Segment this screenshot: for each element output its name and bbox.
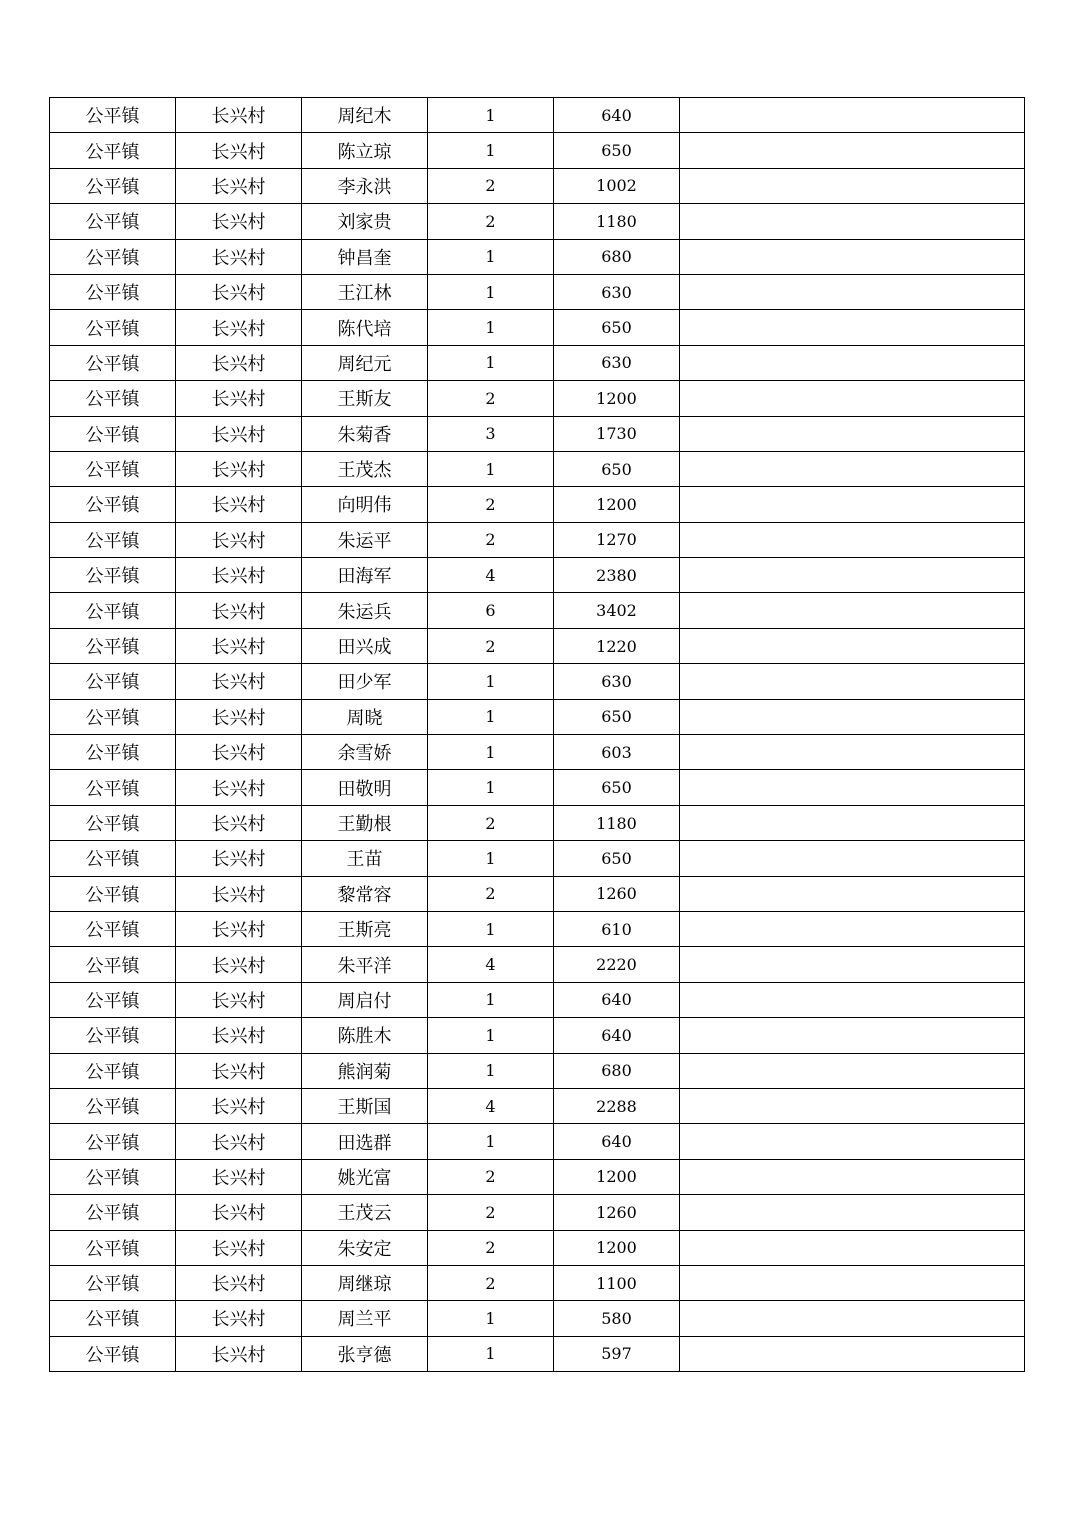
cell-name: 王勤根: [302, 805, 428, 840]
cell-name: 田海军: [302, 558, 428, 593]
cell-note: [680, 628, 1025, 663]
cell-name: 田敬明: [302, 770, 428, 805]
cell-name: 王苗: [302, 841, 428, 876]
cell-household-count: 1: [428, 1018, 554, 1053]
cell-note: [680, 451, 1025, 486]
cell-name: 朱菊香: [302, 416, 428, 451]
cell-amount: 650: [554, 133, 680, 168]
table-row: [50, 522, 1025, 557]
cell-village: 长兴村: [176, 841, 302, 876]
table-row: [50, 98, 1025, 133]
cell-town: 公平镇: [50, 699, 176, 734]
table-row: [50, 1230, 1025, 1265]
table-row: [50, 628, 1025, 663]
cell-amount: 1180: [554, 204, 680, 239]
cell-name: 周启付: [302, 982, 428, 1017]
cell-household-count: 2: [428, 628, 554, 663]
cell-amount: 640: [554, 1018, 680, 1053]
cell-amount: 610: [554, 911, 680, 946]
cell-town: 公平镇: [50, 1124, 176, 1159]
cell-amount: 640: [554, 982, 680, 1017]
cell-amount: 580: [554, 1301, 680, 1336]
cell-town: 公平镇: [50, 1159, 176, 1194]
cell-town: 公平镇: [50, 1018, 176, 1053]
cell-amount: 2288: [554, 1088, 680, 1123]
cell-name: 姚光富: [302, 1159, 428, 1194]
cell-amount: 1200: [554, 1159, 680, 1194]
table-row: [50, 1088, 1025, 1123]
cell-name: 王江林: [302, 274, 428, 309]
cell-household-count: 1: [428, 1124, 554, 1159]
cell-village: 长兴村: [176, 168, 302, 203]
cell-household-count: 4: [428, 558, 554, 593]
roster-table-body: [50, 98, 1025, 1372]
cell-note: [680, 522, 1025, 557]
cell-name: 周纪元: [302, 345, 428, 380]
cell-household-count: 1: [428, 841, 554, 876]
cell-name: 余雪娇: [302, 735, 428, 770]
cell-town: 公平镇: [50, 1301, 176, 1336]
cell-name: 周继琼: [302, 1265, 428, 1300]
cell-household-count: 2: [428, 168, 554, 203]
cell-name: 周纪木: [302, 98, 428, 133]
cell-village: 长兴村: [176, 593, 302, 628]
cell-village: 长兴村: [176, 1265, 302, 1300]
cell-town: 公平镇: [50, 416, 176, 451]
cell-note: [680, 1301, 1025, 1336]
cell-amount: 3402: [554, 593, 680, 628]
cell-name: 刘家贵: [302, 204, 428, 239]
cell-note: [680, 593, 1025, 628]
cell-note: [680, 805, 1025, 840]
cell-name: 黎常容: [302, 876, 428, 911]
cell-name: 王斯友: [302, 381, 428, 416]
cell-household-count: 6: [428, 593, 554, 628]
cell-note: [680, 1088, 1025, 1123]
table-row: [50, 735, 1025, 770]
cell-name: 王茂杰: [302, 451, 428, 486]
cell-name: 田选群: [302, 1124, 428, 1159]
table-row: [50, 1336, 1025, 1371]
cell-note: [680, 98, 1025, 133]
cell-amount: 640: [554, 1124, 680, 1159]
cell-note: [680, 1265, 1025, 1300]
cell-name: 陈代培: [302, 310, 428, 345]
cell-note: [680, 168, 1025, 203]
table-row: [50, 168, 1025, 203]
cell-village: 长兴村: [176, 876, 302, 911]
cell-amount: 630: [554, 664, 680, 699]
cell-village: 长兴村: [176, 310, 302, 345]
cell-amount: 2220: [554, 947, 680, 982]
cell-amount: 1260: [554, 1195, 680, 1230]
cell-amount: 1260: [554, 876, 680, 911]
cell-note: [680, 1195, 1025, 1230]
cell-name: 陈胜木: [302, 1018, 428, 1053]
cell-household-count: 4: [428, 947, 554, 982]
cell-note: [680, 416, 1025, 451]
cell-town: 公平镇: [50, 204, 176, 239]
table-row: [50, 947, 1025, 982]
cell-amount: 597: [554, 1336, 680, 1371]
cell-household-count: 1: [428, 310, 554, 345]
cell-name: 王茂云: [302, 1195, 428, 1230]
cell-household-count: 1: [428, 133, 554, 168]
cell-note: [680, 487, 1025, 522]
table-row: [50, 982, 1025, 1017]
table-row: [50, 1124, 1025, 1159]
cell-note: [680, 133, 1025, 168]
cell-name: 向明伟: [302, 487, 428, 522]
cell-amount: 630: [554, 274, 680, 309]
cell-note: [680, 947, 1025, 982]
cell-town: 公平镇: [50, 770, 176, 805]
cell-name: 李永洪: [302, 168, 428, 203]
cell-household-count: 2: [428, 1195, 554, 1230]
table-row: [50, 876, 1025, 911]
cell-household-count: 2: [428, 876, 554, 911]
cell-household-count: 2: [428, 204, 554, 239]
roster-table: [49, 97, 1025, 1372]
cell-note: [680, 982, 1025, 1017]
cell-village: 长兴村: [176, 770, 302, 805]
cell-household-count: 2: [428, 487, 554, 522]
cell-village: 长兴村: [176, 1018, 302, 1053]
cell-household-count: 1: [428, 911, 554, 946]
cell-note: [680, 274, 1025, 309]
cell-household-count: 2: [428, 1265, 554, 1300]
cell-town: 公平镇: [50, 1230, 176, 1265]
cell-name: 周兰平: [302, 1301, 428, 1336]
cell-village: 长兴村: [176, 487, 302, 522]
table-row: [50, 1053, 1025, 1088]
cell-village: 长兴村: [176, 522, 302, 557]
cell-amount: 1200: [554, 487, 680, 522]
cell-note: [680, 876, 1025, 911]
cell-amount: 1002: [554, 168, 680, 203]
cell-town: 公平镇: [50, 522, 176, 557]
cell-name: 王斯亮: [302, 911, 428, 946]
cell-village: 长兴村: [176, 911, 302, 946]
cell-note: [680, 239, 1025, 274]
cell-household-count: 4: [428, 1088, 554, 1123]
cell-town: 公平镇: [50, 558, 176, 593]
cell-household-count: 2: [428, 1230, 554, 1265]
cell-household-count: 1: [428, 451, 554, 486]
table-row: [50, 664, 1025, 699]
cell-amount: 680: [554, 1053, 680, 1088]
cell-town: 公平镇: [50, 628, 176, 663]
cell-note: [680, 1230, 1025, 1265]
cell-town: 公平镇: [50, 168, 176, 203]
cell-village: 长兴村: [176, 345, 302, 380]
roster-sheet: [49, 97, 1024, 1372]
cell-note: [680, 345, 1025, 380]
cell-amount: 650: [554, 770, 680, 805]
cell-name: 田兴成: [302, 628, 428, 663]
cell-town: 公平镇: [50, 876, 176, 911]
cell-village: 长兴村: [176, 416, 302, 451]
cell-note: [680, 310, 1025, 345]
cell-town: 公平镇: [50, 345, 176, 380]
table-row: [50, 451, 1025, 486]
table-row: [50, 1159, 1025, 1194]
cell-household-count: 1: [428, 1336, 554, 1371]
cell-name: 张亨德: [302, 1336, 428, 1371]
cell-note: [680, 664, 1025, 699]
cell-note: [680, 204, 1025, 239]
table-row: [50, 487, 1025, 522]
cell-amount: 1200: [554, 1230, 680, 1265]
table-row: [50, 1265, 1025, 1300]
cell-town: 公平镇: [50, 982, 176, 1017]
cell-household-count: 1: [428, 1053, 554, 1088]
cell-name: 朱运兵: [302, 593, 428, 628]
cell-town: 公平镇: [50, 487, 176, 522]
cell-town: 公平镇: [50, 1265, 176, 1300]
cell-town: 公平镇: [50, 735, 176, 770]
cell-village: 长兴村: [176, 558, 302, 593]
cell-village: 长兴村: [176, 628, 302, 663]
cell-amount: 630: [554, 345, 680, 380]
cell-amount: 1730: [554, 416, 680, 451]
cell-town: 公平镇: [50, 98, 176, 133]
table-row: [50, 1018, 1025, 1053]
table-row: [50, 911, 1025, 946]
cell-note: [680, 1018, 1025, 1053]
cell-name: 朱运平: [302, 522, 428, 557]
cell-household-count: 1: [428, 664, 554, 699]
cell-note: [680, 381, 1025, 416]
cell-village: 长兴村: [176, 1301, 302, 1336]
cell-village: 长兴村: [176, 451, 302, 486]
table-row: [50, 345, 1025, 380]
cell-name: 朱安定: [302, 1230, 428, 1265]
cell-amount: 1270: [554, 522, 680, 557]
cell-note: [680, 735, 1025, 770]
table-row: [50, 310, 1025, 345]
cell-name: 周晓: [302, 699, 428, 734]
cell-household-count: 1: [428, 982, 554, 1017]
cell-village: 长兴村: [176, 947, 302, 982]
cell-village: 长兴村: [176, 1336, 302, 1371]
table-row: [50, 558, 1025, 593]
cell-note: [680, 770, 1025, 805]
cell-household-count: 2: [428, 381, 554, 416]
cell-name: 熊润菊: [302, 1053, 428, 1088]
cell-town: 公平镇: [50, 274, 176, 309]
cell-note: [680, 1124, 1025, 1159]
cell-amount: 640: [554, 98, 680, 133]
cell-town: 公平镇: [50, 664, 176, 699]
cell-amount: 1200: [554, 381, 680, 416]
cell-name: 陈立琼: [302, 133, 428, 168]
cell-town: 公平镇: [50, 1053, 176, 1088]
cell-amount: 1220: [554, 628, 680, 663]
cell-village: 长兴村: [176, 982, 302, 1017]
cell-town: 公平镇: [50, 593, 176, 628]
cell-town: 公平镇: [50, 1195, 176, 1230]
table-row: [50, 805, 1025, 840]
cell-town: 公平镇: [50, 239, 176, 274]
cell-amount: 1180: [554, 805, 680, 840]
cell-village: 长兴村: [176, 664, 302, 699]
cell-household-count: 3: [428, 416, 554, 451]
cell-village: 长兴村: [176, 805, 302, 840]
cell-household-count: 2: [428, 522, 554, 557]
table-row: [50, 593, 1025, 628]
cell-household-count: 2: [428, 805, 554, 840]
table-row: [50, 770, 1025, 805]
table-row: [50, 133, 1025, 168]
cell-note: [680, 841, 1025, 876]
cell-amount: 650: [554, 699, 680, 734]
cell-village: 长兴村: [176, 98, 302, 133]
cell-household-count: 1: [428, 239, 554, 274]
table-row: [50, 1195, 1025, 1230]
cell-village: 长兴村: [176, 1053, 302, 1088]
cell-household-count: 1: [428, 345, 554, 380]
table-row: [50, 204, 1025, 239]
cell-amount: 650: [554, 310, 680, 345]
cell-village: 长兴村: [176, 735, 302, 770]
cell-household-count: 1: [428, 1301, 554, 1336]
cell-household-count: 1: [428, 735, 554, 770]
cell-name: 王斯国: [302, 1088, 428, 1123]
cell-household-count: 1: [428, 98, 554, 133]
table-row: [50, 1301, 1025, 1336]
cell-note: [680, 699, 1025, 734]
cell-amount: 650: [554, 841, 680, 876]
cell-village: 长兴村: [176, 1124, 302, 1159]
cell-town: 公平镇: [50, 133, 176, 168]
cell-amount: 603: [554, 735, 680, 770]
cell-town: 公平镇: [50, 310, 176, 345]
cell-amount: 2380: [554, 558, 680, 593]
table-row: [50, 699, 1025, 734]
cell-household-count: 1: [428, 770, 554, 805]
cell-note: [680, 911, 1025, 946]
cell-village: 长兴村: [176, 133, 302, 168]
cell-name: 田少军: [302, 664, 428, 699]
table-row: [50, 239, 1025, 274]
table-row: [50, 416, 1025, 451]
table-row: [50, 381, 1025, 416]
table-row: [50, 841, 1025, 876]
cell-household-count: 1: [428, 274, 554, 309]
cell-village: 长兴村: [176, 204, 302, 239]
cell-note: [680, 1159, 1025, 1194]
cell-town: 公平镇: [50, 911, 176, 946]
cell-village: 长兴村: [176, 1159, 302, 1194]
cell-household-count: 2: [428, 1159, 554, 1194]
cell-town: 公平镇: [50, 1088, 176, 1123]
cell-town: 公平镇: [50, 947, 176, 982]
cell-amount: 650: [554, 451, 680, 486]
cell-town: 公平镇: [50, 805, 176, 840]
cell-amount: 680: [554, 239, 680, 274]
cell-village: 长兴村: [176, 1088, 302, 1123]
table-row: [50, 274, 1025, 309]
cell-name: 钟昌奎: [302, 239, 428, 274]
cell-household-count: 1: [428, 699, 554, 734]
cell-village: 长兴村: [176, 1230, 302, 1265]
cell-town: 公平镇: [50, 841, 176, 876]
cell-village: 长兴村: [176, 239, 302, 274]
cell-note: [680, 558, 1025, 593]
cell-town: 公平镇: [50, 451, 176, 486]
cell-village: 长兴村: [176, 274, 302, 309]
cell-town: 公平镇: [50, 381, 176, 416]
cell-village: 长兴村: [176, 381, 302, 416]
cell-town: 公平镇: [50, 1336, 176, 1371]
cell-village: 长兴村: [176, 699, 302, 734]
cell-note: [680, 1336, 1025, 1371]
cell-name: 朱平洋: [302, 947, 428, 982]
cell-note: [680, 1053, 1025, 1088]
cell-village: 长兴村: [176, 1195, 302, 1230]
cell-amount: 1100: [554, 1265, 680, 1300]
